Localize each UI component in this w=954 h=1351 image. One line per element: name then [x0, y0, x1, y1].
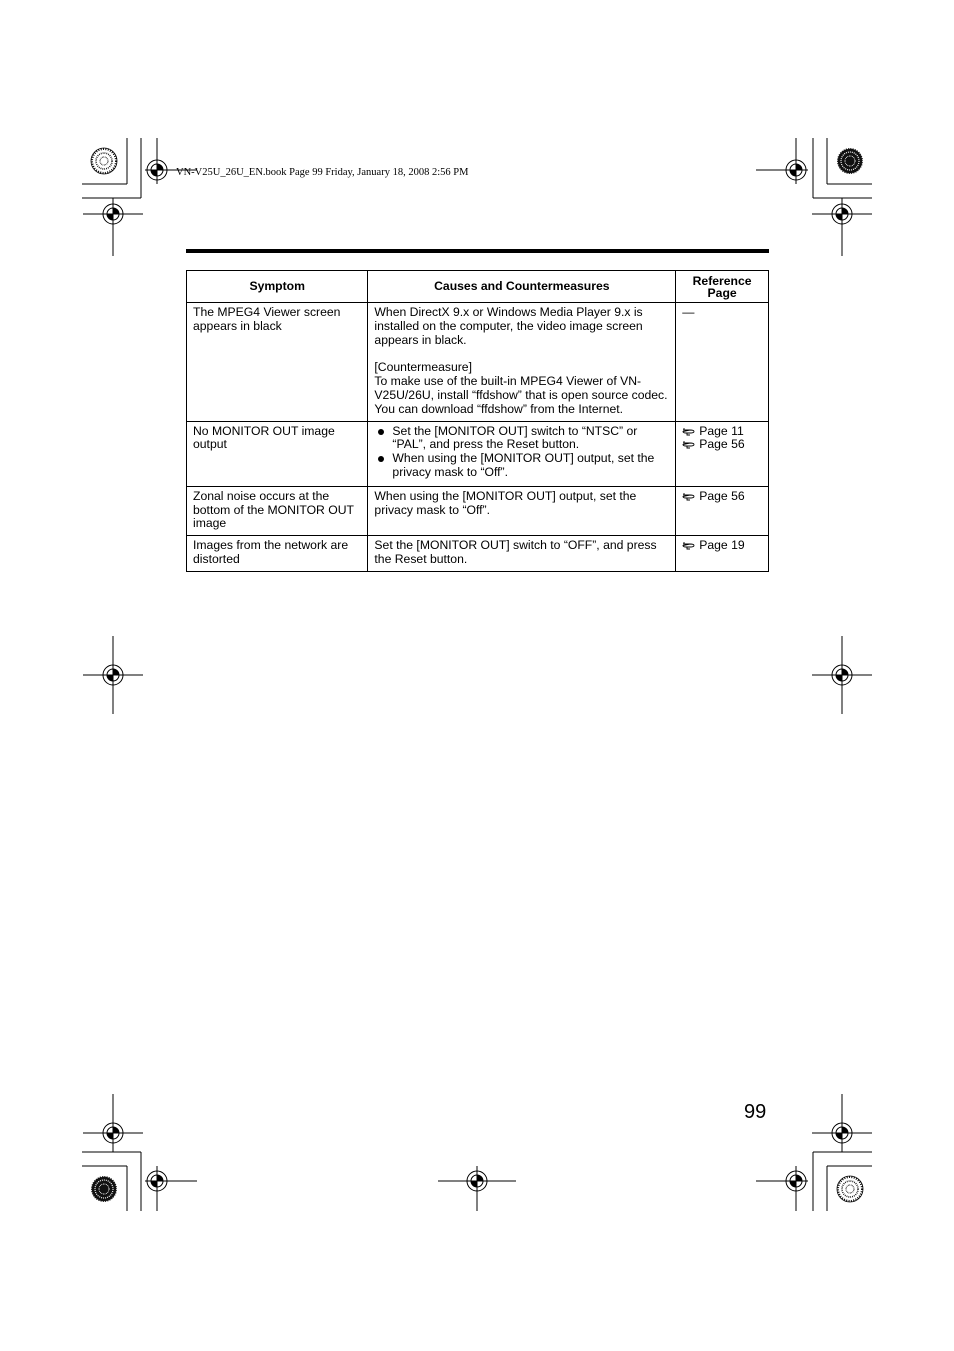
symptom-cell: Zonal noise occurs at the bottom of the MONITOR OUT image [187, 486, 368, 535]
page-number: 99 [744, 1101, 767, 1123]
countermeasure-list [374, 425, 669, 480]
pointing-hand-icon [682, 427, 695, 436]
table-row [187, 303, 769, 422]
cause-cell [368, 421, 676, 486]
reference-link[interactable] [682, 438, 762, 452]
troubleshooting-table [186, 270, 769, 572]
reference-cell [676, 536, 769, 572]
column-header-symptom: Symptom [187, 271, 368, 303]
reference-link[interactable] [682, 490, 762, 504]
reference-page-label: Page 56 [699, 437, 745, 452]
column-header-reference [676, 271, 769, 303]
reference-link[interactable] [682, 425, 762, 439]
pointing-hand-icon [682, 440, 695, 449]
reference-page-label: Page 56 [699, 488, 745, 503]
cause-cell: When using the [MONITOR OUT] output, set the privacy mask to “Off”. [368, 486, 676, 535]
reference-cell [676, 421, 769, 486]
reference-cell: — [676, 303, 769, 422]
pointing-hand-icon [682, 541, 695, 550]
reference-page-label: Page 19 [699, 538, 745, 553]
table-row [187, 486, 769, 535]
cause-cell: Set the [MONITOR OUT] switch to “OFF”, and press the Reset button. [368, 536, 676, 572]
reference-cell [676, 486, 769, 535]
column-header-causes: Causes and Countermeasures [368, 271, 676, 303]
symptom-cell: No MONITOR OUT image output [187, 421, 368, 486]
reference-header-label: Reference Page [692, 273, 752, 300]
table-row [187, 536, 769, 572]
pointing-hand-icon [682, 492, 695, 501]
cause-cell [368, 303, 676, 422]
cause-text: When DirectX 9.x or Windows Media Player 9.x is installed on the computer, the video image screen appears in black. [374, 305, 643, 347]
table-row [187, 421, 769, 486]
header-rule [186, 249, 769, 253]
countermeasure-bullet: When using the [MONITOR OUT] output, set the privacy mask to “Off”. [374, 452, 669, 480]
countermeasure-bullet: Set the [MONITOR OUT] switch to “NTSC” or “PAL”, and press the Reset button. [374, 425, 669, 453]
table-header-row [187, 271, 769, 303]
reference-page-label: Page 11 [699, 423, 744, 438]
countermeasure-label: [Countermeasure] [374, 360, 472, 375]
book-file-info: VN-V25U_26U_EN.book Page 99 Friday, January 18, 2008 2:56 PM [176, 167, 469, 178]
symptom-cell: The MPEG4 Viewer screen appears in black [187, 303, 368, 422]
countermeasure-text: To make use of the built-in MPEG4 Viewer of VN-V25U/26U, install “ffdshow” that is open source codec. You can download “ffdshow” from the Internet. [374, 374, 668, 416]
reference-link[interactable] [682, 539, 762, 553]
symptom-cell: Images from the network are distorted [187, 536, 368, 572]
